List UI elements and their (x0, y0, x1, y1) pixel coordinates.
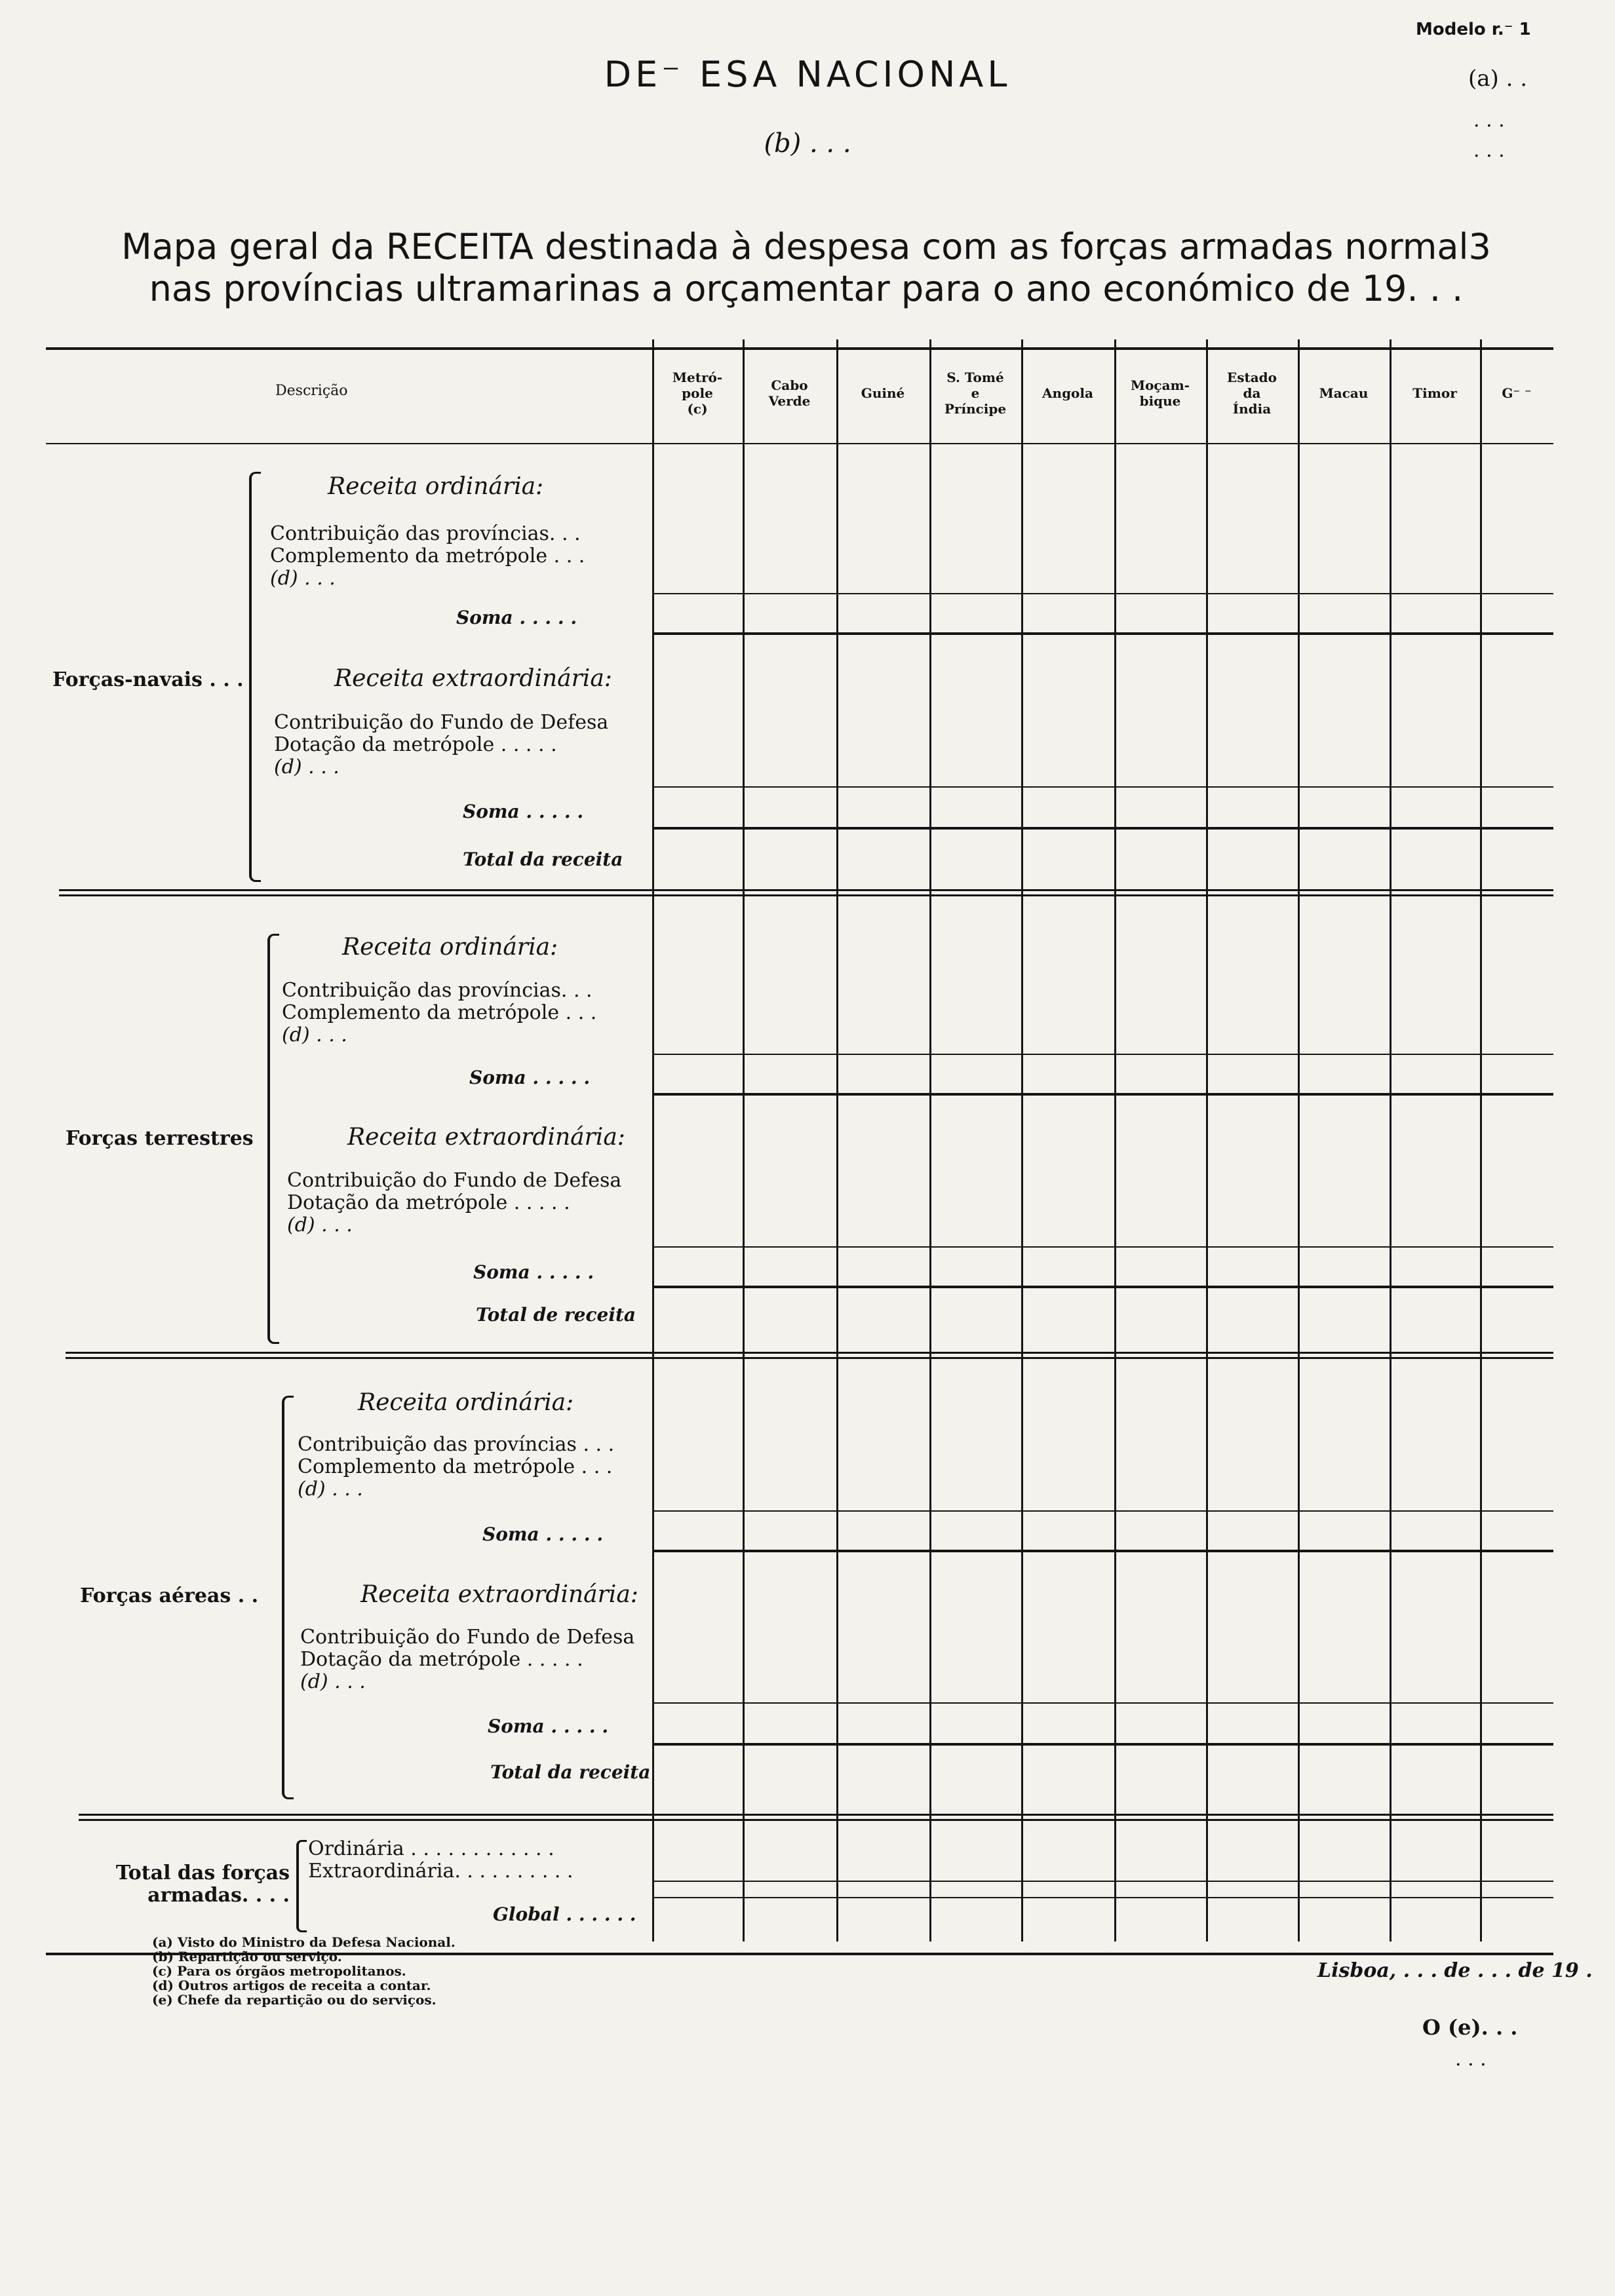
row-rule (654, 786, 1553, 788)
mark-b: (b) . . . (764, 128, 851, 159)
column-header: Angola (1042, 385, 1093, 401)
ministry-header: DE⁻ ESA NACIONAL (604, 54, 1011, 95)
row-rule (654, 1702, 1553, 1704)
header-bottom-rule (46, 443, 1553, 444)
column-header: Macau (1319, 385, 1369, 401)
title-line-2: nas províncias ultramarinas a orçamentar para o ano económico de 19. . . (149, 268, 1464, 309)
total-revenue: Total da receita (490, 1761, 651, 1783)
section-separator-1 (59, 889, 1553, 896)
row-rule (654, 593, 1553, 594)
row-defense-fund: Contribuição do Fundo de Defesa (274, 711, 609, 734)
row-contribution-provinces: Contribuição das províncias. . . (282, 979, 593, 1002)
total-revenue: Total de receita (476, 1304, 636, 1326)
footnote-e: (e) Chefe da repartição ou do serviços. (152, 1992, 437, 2008)
extraordinary-sum: Soma . . . . . (473, 1261, 594, 1283)
row-other: (d) . . . (274, 756, 340, 778)
column-divider (743, 339, 745, 1942)
row-rule (654, 1897, 1553, 1898)
row-contribution-provinces: Contribuição das províncias. . . (270, 522, 581, 545)
row-other: (d) . . . (298, 1478, 363, 1501)
signer-dots: . . . (1455, 2048, 1487, 2071)
column-divider (1390, 339, 1391, 1942)
column-header: Guiné (861, 385, 905, 401)
column-divider (1206, 339, 1208, 1942)
grand-total-global: Global . . . . . . (493, 1904, 636, 1925)
ordinary-sum: Soma . . . . . (456, 607, 577, 628)
grand-total-label-line-1: Total das forças (115, 1862, 290, 1885)
ordinary-heading: Receita ordinária: (328, 473, 544, 500)
section-separator-3 (79, 1814, 1553, 1821)
extraordinary-heading: Receita extraordinária: (360, 1581, 638, 1608)
section-label: Forças-navais . . . (52, 668, 244, 691)
ordinary-sum: Soma . . . . . (469, 1067, 591, 1088)
section-brace (267, 934, 279, 1344)
row-defense-fund: Contribuição do Fundo de Defesa (300, 1626, 635, 1649)
place-date-line: Lisboa, . . . de . . . de 19 . (1317, 1959, 1593, 1982)
signer-line: O (e). . . (1422, 2015, 1518, 2040)
section-separator-2 (66, 1352, 1553, 1359)
grand-total-label-line-2: armadas. . . . (147, 1884, 290, 1907)
column-divider (1480, 339, 1482, 1942)
column-header: Estado da Índia (1226, 370, 1277, 417)
dots-right-2: . . . (1473, 139, 1505, 162)
row-metropole-allocation: Dotação da metrópole . . . . . (287, 1191, 570, 1214)
row-other: (d) . . . (300, 1670, 366, 1693)
row-rule (654, 632, 1553, 635)
column-divider (929, 339, 931, 1942)
model-label: Modelo r.⁻ 1 (1416, 20, 1531, 39)
row-metropole-allocation: Dotação da metrópole . . . . . (300, 1648, 583, 1671)
row-complement-metropole: Complemento da metrópole . . . (298, 1455, 613, 1478)
section-label: Forças terrestres (66, 1127, 254, 1150)
description-column-divider (652, 339, 654, 1942)
document-title (39, 226, 1573, 310)
extraordinary-heading: Receita extraordinária: (347, 1124, 625, 1151)
column-header: G⁻ ⁻ (1502, 385, 1532, 401)
column-divider (1114, 339, 1116, 1942)
row-other: (d) . . . (270, 567, 336, 590)
mark-a: (a) . . (1468, 66, 1528, 92)
ordinary-sum: Soma . . . . . (482, 1523, 604, 1545)
row-rule (654, 1093, 1553, 1096)
section-label: Forças aéreas . . (80, 1584, 259, 1607)
row-complement-metropole: Complemento da metrópole . . . (270, 545, 585, 567)
column-divider (1298, 339, 1300, 1942)
column-header: Moçam- bique (1130, 377, 1190, 409)
row-rule (654, 1550, 1553, 1552)
footnote-c: (c) Para os órgãos metropolitanos. (152, 1963, 406, 1979)
column-header: Timor (1412, 385, 1457, 401)
footnote-d: (d) Outros artigos de receita a contar. (152, 1978, 431, 1993)
footnote-b: (b) Repartição ou serviço. (152, 1949, 342, 1964)
ordinary-heading: Receita ordinária: (342, 934, 558, 961)
row-rule (654, 1743, 1553, 1746)
grand-total-brace (296, 1840, 307, 1932)
row-complement-metropole: Complemento da metrópole . . . (282, 1001, 597, 1024)
column-divider (836, 339, 838, 1942)
row-defense-fund: Contribuição do Fundo de Defesa (287, 1169, 622, 1192)
title-line-1: Mapa geral da RECEITA destinada à despesa com as forças armadas normal3 (121, 226, 1491, 267)
ordinary-heading: Receita ordinária: (358, 1389, 574, 1416)
grand-total-ordinary: Ordinária . . . . . . . . . . . . (308, 1837, 555, 1860)
grand-total-label (87, 1862, 290, 1907)
column-divider (1021, 339, 1023, 1942)
dots-right-1: . . . (1473, 109, 1505, 132)
row-rule (654, 1510, 1553, 1512)
footnote-a: (a) Visto do Ministro da Defesa Nacional. (152, 1934, 456, 1950)
row-other: (d) . . . (282, 1024, 347, 1046)
description-header: Descrição (275, 383, 348, 399)
grand-total-extraordinary: Extraordinária. . . . . . . . . . (308, 1860, 574, 1883)
extraordinary-sum: Soma . . . . . (488, 1715, 609, 1737)
column-header: S. Tomé e Príncipe (944, 370, 1007, 417)
row-rule (654, 1054, 1553, 1055)
section-brace (282, 1396, 294, 1799)
row-metropole-allocation: Dotação da metrópole . . . . . (274, 733, 557, 756)
column-header: Metró- pole (c) (672, 370, 723, 417)
footnotes (152, 1935, 456, 2007)
column-header: Cabo Verde (768, 377, 811, 409)
row-other: (d) . . . (287, 1214, 353, 1236)
extraordinary-heading: Receita extraordinária: (334, 665, 612, 692)
extraordinary-sum: Soma . . . . . (463, 801, 584, 822)
row-rule (654, 827, 1553, 830)
total-revenue: Total da receita (463, 849, 623, 870)
row-rule (654, 1246, 1553, 1248)
section-brace (249, 472, 261, 882)
row-rule (654, 1881, 1553, 1882)
table-top-rule (46, 347, 1553, 350)
row-contribution-provinces: Contribuição das províncias . . . (298, 1433, 615, 1456)
row-rule (654, 1286, 1553, 1288)
